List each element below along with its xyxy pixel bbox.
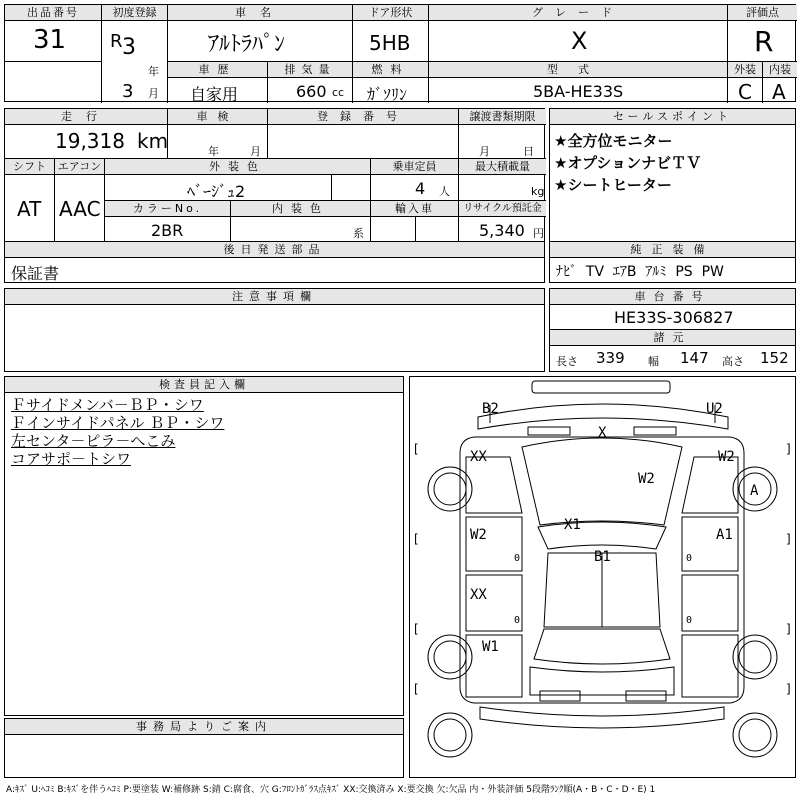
height-label: 高さ bbox=[722, 355, 744, 368]
color-no-label: カラーNo. bbox=[105, 201, 230, 217]
lot-number: 31 bbox=[33, 25, 67, 55]
history-label: 車歴 bbox=[168, 62, 267, 78]
svg-text:[: [ bbox=[414, 532, 419, 546]
history-value: 自家用 bbox=[190, 85, 239, 104]
sales-points-box bbox=[549, 108, 796, 242]
equipment-value: ﾅﾋﾞ TV ｴｱB ｱﾙﾐ PS PW bbox=[556, 264, 724, 280]
displacement-label: 排気量 bbox=[268, 62, 352, 78]
office-box bbox=[4, 718, 404, 778]
lot-blank bbox=[5, 62, 102, 103]
color-divider bbox=[331, 175, 332, 201]
reg-year: 3 bbox=[122, 35, 136, 60]
inspector-note-2: Ｆインサイドパネル ＢＰ・シワ bbox=[11, 414, 225, 432]
seats-value: 4 bbox=[415, 179, 426, 198]
transfer-cell bbox=[459, 109, 546, 159]
color-cell bbox=[105, 159, 371, 201]
reg-month: 3 bbox=[122, 81, 134, 102]
import-cell bbox=[371, 201, 459, 243]
mark-u2: U2 bbox=[706, 401, 723, 417]
seats-label: 乗車定員 bbox=[371, 159, 458, 175]
score-cell bbox=[728, 5, 797, 62]
header-block bbox=[4, 4, 796, 102]
mark-zero-3: 0 bbox=[514, 615, 521, 626]
grade-cell bbox=[429, 5, 728, 62]
mark-a-wheel: A bbox=[750, 483, 759, 499]
recycle-value: 5,340 bbox=[479, 221, 525, 240]
color-no-value: 2BR bbox=[151, 221, 184, 240]
inspector-label: 検査員記入欄 bbox=[5, 377, 403, 393]
int-color-unit: 系 bbox=[353, 227, 364, 240]
model-value: 5BA-HE33S bbox=[533, 82, 624, 101]
load-unit: kg bbox=[531, 185, 545, 198]
later-parts-label: 後日発送部品 bbox=[5, 242, 544, 258]
color-no-cell bbox=[105, 201, 231, 243]
car-name: ｱﾙﾄﾗﾊﾟﾝ bbox=[208, 32, 286, 57]
svg-text:]: ] bbox=[786, 442, 791, 456]
ext-label: 外装 bbox=[728, 62, 762, 78]
score-value: R bbox=[754, 25, 774, 58]
caution-label: 注意事項欄 bbox=[5, 289, 544, 305]
inspector-note-3: 左センタ－ピラ－へこみ bbox=[11, 432, 176, 450]
import-divider bbox=[415, 217, 416, 243]
mileage-cell bbox=[5, 109, 168, 159]
inspector-box bbox=[4, 376, 404, 716]
car-diagram bbox=[409, 376, 796, 778]
svg-text:]: ] bbox=[786, 532, 791, 546]
length-label: 長さ bbox=[556, 355, 578, 368]
recycle-unit: 円 bbox=[533, 227, 544, 240]
sales-point-2: ★オプションナビＴＶ bbox=[554, 154, 702, 172]
int-color-cell bbox=[231, 201, 371, 243]
insp-month-unit: 月 bbox=[250, 145, 261, 158]
legend-footer: A:ｷｽﾞ U:ﾍｺﾐ B:ｷｽﾞを伴うﾍｺﾐ P:要塗装 W:補修跡 S:錆 C:腐食、穴 G:ﾌﾛﾝﾄｶﾞﾗｽ点ｷｽﾞ XX:交換済み X:要交換 欠:欠品 内・外装評価 5段階ﾗﾝｸ順(A・B・C・D・E) 1 bbox=[6, 785, 656, 795]
inspector-note-1: Ｆサイドメンバ－ＢＰ・シワ bbox=[11, 396, 204, 414]
mark-w2-right-front: W2 bbox=[718, 449, 735, 465]
plate-label: 登録番号 bbox=[268, 109, 458, 125]
transfer-label: 譲渡書類期限 bbox=[459, 109, 546, 125]
ext-value: C bbox=[738, 80, 752, 104]
door-type: 5HB bbox=[369, 31, 411, 55]
load-label: 最大積載量 bbox=[459, 159, 546, 175]
inspector-note-4: コアサポ－トシワ bbox=[11, 450, 132, 468]
mark-w1-left: W1 bbox=[482, 639, 499, 655]
svg-text:]: ] bbox=[786, 622, 791, 636]
svg-text:[: [ bbox=[414, 682, 419, 696]
mileage-unit: km bbox=[137, 129, 169, 153]
mileage-label: 走行 bbox=[5, 109, 167, 125]
width-label: 幅 bbox=[648, 355, 659, 368]
mark-xx-left-front: XX bbox=[470, 449, 487, 465]
svg-text:[: [ bbox=[414, 442, 419, 456]
details-block bbox=[4, 108, 545, 242]
int-color-label: 内装色 bbox=[231, 201, 370, 217]
inspection-cell bbox=[168, 109, 268, 159]
seats-unit: 人 bbox=[439, 185, 450, 198]
office-label: 事務局よりご案内 bbox=[5, 719, 403, 735]
later-parts-value: 保証書 bbox=[11, 264, 60, 283]
fuel-label: 燃料 bbox=[353, 62, 428, 78]
recycle-label: リサイクル預託金 bbox=[459, 201, 546, 217]
fuel-value: ｶﾞｿﾘﾝ bbox=[367, 85, 408, 104]
ac-label: エアコン bbox=[55, 159, 104, 175]
model-cell bbox=[429, 62, 728, 103]
svg-text:[: [ bbox=[414, 622, 419, 636]
chassis-label: 車台番号 bbox=[550, 289, 795, 305]
sales-point-1: ★全方位モニター bbox=[554, 132, 673, 150]
int-cell bbox=[763, 62, 797, 103]
fuel-cell bbox=[353, 62, 429, 103]
plate-cell bbox=[268, 109, 459, 159]
ac-cell bbox=[55, 159, 105, 243]
model-label: 型式 bbox=[429, 62, 727, 78]
displacement-value: 660 bbox=[296, 82, 327, 101]
mark-zero-2: 0 bbox=[686, 553, 693, 564]
year-unit: 年 bbox=[148, 65, 159, 78]
lot-label: 出品番号 bbox=[5, 5, 101, 21]
insp-year-unit: 年 bbox=[208, 145, 219, 158]
height-value: 152 bbox=[760, 349, 789, 367]
chassis-box bbox=[549, 288, 796, 372]
grade-label: グレード bbox=[429, 5, 727, 21]
width-value: 147 bbox=[680, 349, 709, 367]
int-value: A bbox=[772, 80, 786, 104]
sales-points-label: セールスポイント bbox=[550, 109, 795, 125]
score-label: 評価点 bbox=[728, 5, 797, 21]
load-cell bbox=[459, 159, 546, 201]
inspection-label: 車検 bbox=[168, 109, 267, 125]
lot-cell bbox=[5, 5, 102, 62]
mark-zero-1: 0 bbox=[514, 553, 521, 564]
mark-xx-left-rear: XX bbox=[470, 587, 487, 603]
door-cell bbox=[353, 5, 429, 62]
recycle-cell bbox=[459, 201, 546, 243]
ac-value: AAC bbox=[59, 197, 101, 221]
shift-label: シフト bbox=[5, 159, 54, 175]
import-label: 輸入車 bbox=[371, 201, 458, 217]
length-value: 339 bbox=[596, 349, 625, 367]
sales-point-3: ★シートヒーター bbox=[554, 176, 672, 194]
era: R bbox=[110, 31, 123, 52]
spec-label: 諸元 bbox=[550, 329, 795, 346]
seats-cell bbox=[371, 159, 459, 201]
later-parts-box bbox=[4, 241, 545, 283]
equipment-label: 純正装備 bbox=[550, 242, 795, 258]
shift-value: AT bbox=[17, 197, 42, 221]
mark-b1: B1 bbox=[594, 549, 611, 565]
transfer-month-unit: 月 bbox=[479, 145, 490, 158]
car-name-label: 車名 bbox=[168, 5, 352, 21]
ext-cell bbox=[728, 62, 763, 103]
chassis-number: HE33S-306827 bbox=[614, 308, 734, 327]
first-reg-cell bbox=[102, 5, 168, 103]
cc-unit: cc bbox=[332, 86, 345, 99]
svg-text:]: ] bbox=[786, 682, 791, 696]
displacement-cell bbox=[268, 62, 353, 103]
equipment-box bbox=[549, 241, 796, 283]
color-label: 外装色 bbox=[105, 159, 370, 175]
color-value: ﾍﾞｰｼﾞｭ2 bbox=[187, 182, 246, 201]
month-unit: 月 bbox=[148, 87, 159, 100]
mark-zero-4: 0 bbox=[686, 615, 693, 626]
int-label: 内装 bbox=[763, 62, 797, 78]
shift-cell bbox=[5, 159, 55, 243]
mark-x1: X1 bbox=[564, 517, 581, 533]
car-name-cell bbox=[168, 5, 353, 62]
caution-box bbox=[4, 288, 545, 372]
door-label: ドア形状 bbox=[353, 5, 428, 21]
mark-a1-right-door: A1 bbox=[716, 527, 733, 543]
mark-w2-hood: W2 bbox=[638, 471, 655, 487]
mark-b2: B2 bbox=[482, 401, 499, 417]
first-reg-label: 初度登録 bbox=[102, 5, 167, 21]
grade-value: X bbox=[571, 27, 588, 55]
transfer-day-unit: 日 bbox=[523, 145, 534, 158]
mileage-value: 19,318 bbox=[55, 129, 125, 153]
history-cell bbox=[168, 62, 268, 103]
mark-x-top: X bbox=[598, 425, 607, 441]
mark-w2-left-door: W2 bbox=[470, 527, 487, 543]
